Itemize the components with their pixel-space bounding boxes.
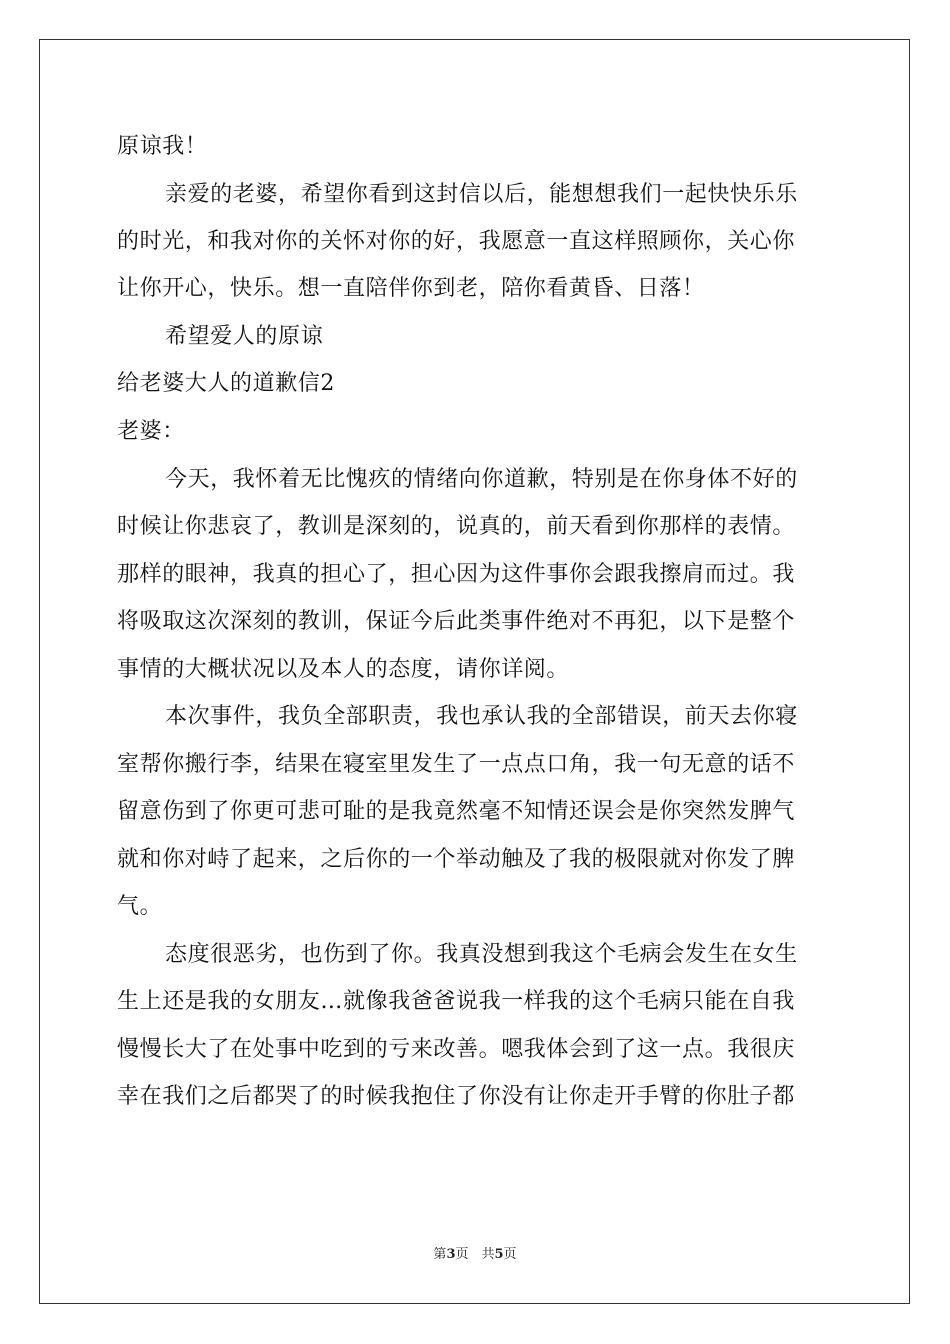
current-page-number: 3 xyxy=(446,1247,456,1262)
text-line: 那样的眼神，我真的担心了，担心因为这件事你会跟我擦肩而过。我 xyxy=(117,562,796,587)
text-line: 室帮你搬行李，结果在寝室里发生了一点点口角，我一句无意的话不 xyxy=(117,752,796,777)
text-line: 时候让你悲哀了，教训是深刻的，说真的，前天看到你那样的表情。 xyxy=(117,514,796,539)
text-line: 态度很恶劣，也伤到了你。我真没想到我这个毛病会发生在女生 xyxy=(165,942,798,967)
section-title: 给老婆大人的道歉信2 xyxy=(117,371,335,396)
page-prefix: 第 xyxy=(433,1247,447,1262)
text-line: 原谅我！ xyxy=(117,134,208,159)
text-line: 生上还是我的女朋友…就像我爸爸说我一样我的这个毛病只能在自我 xyxy=(117,989,796,1014)
text-line: 事情的大概状况以及本人的态度，请你详阅。 xyxy=(117,657,570,682)
text-line: 气。 xyxy=(117,894,163,919)
text-line: 慢慢长大了在处事中吃到的亏来改善。嗯我体会到了这一点。我很庆 xyxy=(117,1037,796,1062)
page-mid: 页 共 xyxy=(455,1247,495,1262)
text-line: 留意伤到了你更可悲可耻的是我竟然毫不知情还误会是你突然发脾气 xyxy=(117,799,796,824)
total-page-number: 5 xyxy=(494,1247,504,1262)
text-line: 让你开心，快乐。想一直陪伴你到老，陪你看黄昏、日落！ xyxy=(117,276,705,301)
text-line: 希望爱人的原谅 xyxy=(165,324,324,349)
text-line: 就和你对峙了起来，之后你的一个举动触及了我的极限就对你发了脾 xyxy=(117,847,796,872)
text-line: 幸在我们之后都哭了的时候我抱住了你没有让你走开手臂的你肚子都 xyxy=(117,1084,796,1109)
page-footer xyxy=(0,1246,950,1264)
text-line: 将吸取这次深刻的教训，保证今后此类事件绝对不再犯，以下是整个 xyxy=(117,609,796,634)
page-suffix: 页 xyxy=(503,1247,517,1262)
text-line: 今天，我怀着无比愧疚的情绪向你道歉，特别是在你身体不好的 xyxy=(165,467,798,492)
text-line: 本次事件，我负全部职责，我也承认我的全部错误，前天去你寝 xyxy=(165,704,798,729)
text-line: 的时光，和我对你的关怀对你的好，我愿意一直这样照顾你，关心你 xyxy=(117,229,796,254)
text-line: 亲爱的老婆，希望你看到这封信以后，能想想我们一起快快乐乐 xyxy=(165,182,798,207)
salutation: 老婆： xyxy=(117,419,185,444)
